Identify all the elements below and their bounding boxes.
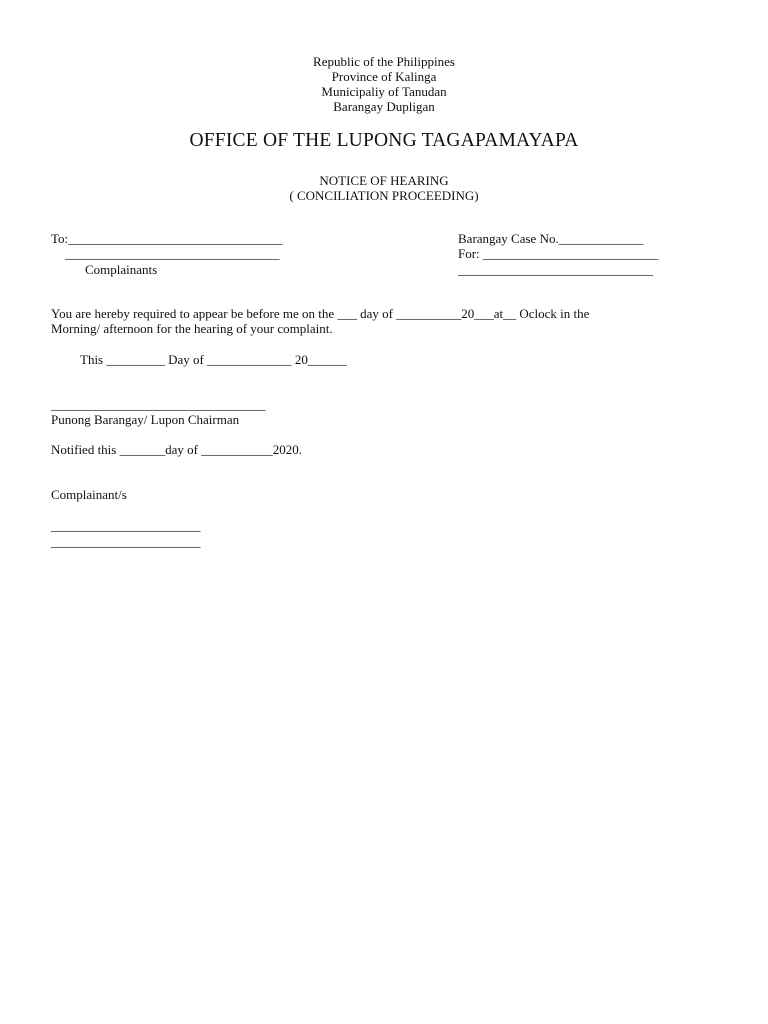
header-municipality: Municipaliy of Tanudan [321,84,447,99]
office-title: OFFICE OF THE LUPONG TAGAPAMAYAPA [189,130,579,151]
to-line: To:_________________________________ [51,231,283,246]
case-blank-line: ______________________________ [458,262,653,277]
notified-line: Notified this _______day of ___________2020. [51,442,302,457]
notice-subtitle: ( CONCILIATION PROCEEDING) [289,188,479,203]
complainant-signature-line-2: _______________________ [51,534,201,549]
for-line: For: ___________________________ [458,246,659,261]
header-country: Republic of the Philippines [313,54,455,69]
complainants-label: Complainants [85,262,158,277]
addressee-second-line: _________________________________ [65,246,280,261]
signature-label: Punong Barangay/ Lupon Chairman [51,412,240,427]
date-line: This _________ Day of _____________ 20______ [80,352,347,367]
complainants-section-label: Complainant/s [51,487,127,502]
notice-title: NOTICE OF HEARING [319,173,449,188]
complainant-signature-line-1: _______________________ [51,518,201,533]
header-barangay: Barangay Dupligan [333,99,435,114]
body-text-line2: Morning/ afternoon for the hearing of your complaint. [51,321,333,336]
body-text-line1: You are hereby required to appear be before me on the ___ day of __________20___at__ Oclock in the [51,306,590,321]
case-number: Barangay Case No._____________ [458,231,644,246]
header-province: Province of Kalinga [331,69,437,84]
signature-line: _________________________________ [51,397,266,412]
